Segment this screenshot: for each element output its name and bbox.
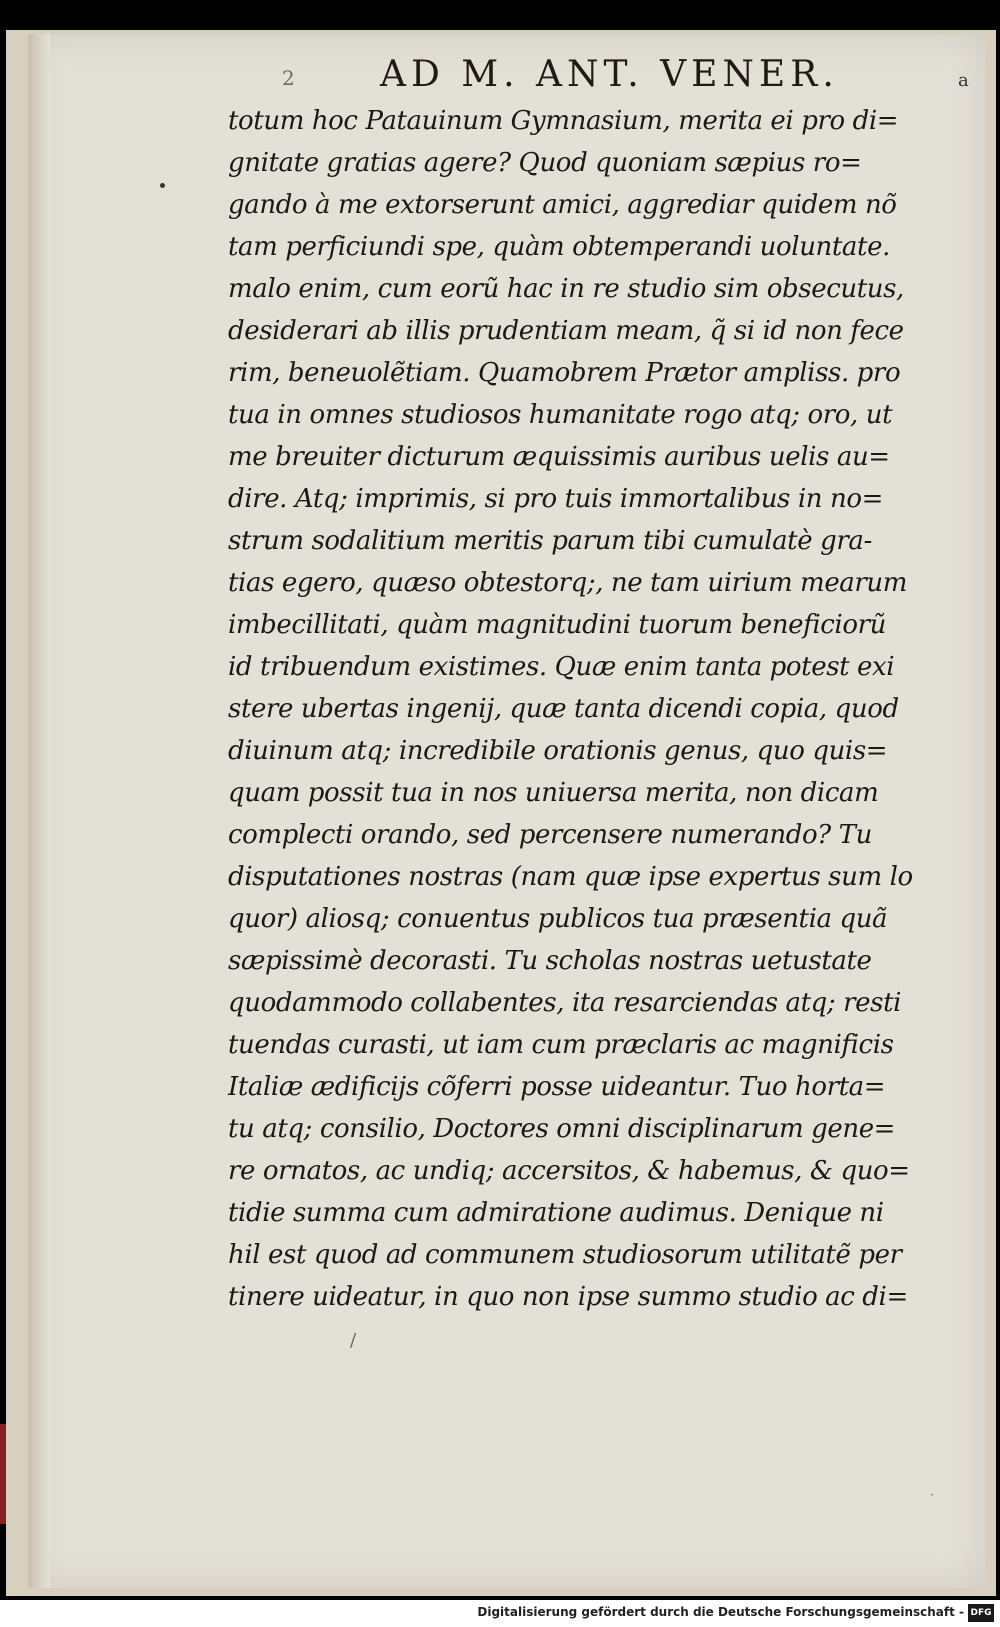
text-line: stere ubertas ingenij, quæ tanta dicendi copia, quod: [228, 694, 899, 724]
margin-dot: [160, 183, 165, 188]
text-line: rim, beneuolẽtiam. Quamobrem Prætor ampliss. pro: [228, 358, 901, 388]
text-line: totum hoc Patauinum Gymnasium, merita ei pro di=: [228, 106, 899, 136]
running-head: [270, 54, 970, 104]
text-line: disputationes nostras (nam quæ ipse expertus sum lo: [228, 862, 913, 892]
catchmark: a: [958, 70, 969, 91]
page-number: 2: [282, 66, 295, 90]
stray-mark: /: [350, 1330, 357, 1351]
dfg-logo: DFG: [968, 1604, 994, 1622]
text-line: id tribuendum existimes. Quæ enim tanta potest exi: [228, 652, 895, 682]
text-line: tias egero, quæso obtestorq;, ne tam uirium mearum: [228, 568, 908, 598]
text-line: strum sodalitium meritis parum tibi cumulatè gra-: [228, 526, 872, 556]
text-line: Italiæ ædificijs cõferri posse uideantur. Tuo horta=: [228, 1072, 886, 1102]
text-line: sæpissimè decorasti. Tu scholas nostras uetustate: [228, 946, 872, 976]
text-line: dire. Atq; imprimis, si pro tuis immortalibus in no=: [228, 484, 883, 514]
page-gutter: [28, 34, 50, 1588]
text-line: tuendas curasti, ut iam cum præclaris ac magnificis: [228, 1030, 894, 1060]
text-line: tua in omnes studiosos humanitate rogo atq; oro, ut: [228, 400, 893, 430]
text-line: tinere uideatur, in quo non ipse summo studio ac di=: [228, 1282, 908, 1312]
text-line: complecti orando, sed percensere numerando? Tu: [228, 820, 872, 850]
text-line: quam possit tua in nos uniuersa merita, non dicam: [228, 778, 879, 808]
text-line: me breuiter dicturum æquissimis auribus uelis au=: [228, 442, 890, 472]
text-line: quor) aliosq; conuentus publicos tua præsentia quã: [228, 904, 888, 934]
text-line: gnitate gratias agere? Quod quoniam sæpius ro=: [228, 148, 862, 178]
stray-mark: ·: [930, 1488, 934, 1502]
text-line: tu atq; consilio, Doctores omni disciplinarum gene=: [228, 1114, 896, 1144]
text-line: tidie summa cum admiratione audimus. Denique ni: [228, 1198, 884, 1228]
text-line: imbecillitati, quàm magnitudini tuorum beneficiorũ: [228, 610, 886, 640]
digitization-footer: [0, 1600, 1000, 1627]
text-line: tam perficiundi spe, quàm obtemperandi uoluntate.: [228, 232, 890, 262]
text-line: malo enim, cum eorũ hac in re studio sim obsecutus,: [228, 274, 904, 304]
text-line: hil est quod ad communem studiosorum utilitatẽ per: [228, 1240, 902, 1270]
text-line: re ornatos, ac undiq; accersitos, & habemus, & quo=: [228, 1156, 910, 1186]
text-line: diuinum atq; incredibile orationis genus, quo quis=: [228, 736, 888, 766]
color-calibration-strip: [0, 1424, 6, 1524]
text-line: quodammodo collabentes, ita resarciendas atq; resti: [228, 988, 902, 1018]
running-title: AD M. ANT. VENER.: [380, 54, 839, 95]
text-line: desiderari ab illis prudentiam meam, q̃ si id non fece: [228, 316, 904, 346]
text-line: gando à me extorserunt amici, aggrediar quidem nõ: [228, 190, 897, 220]
funding-credit: Digitalisierung gefördert durch die Deutsche Forschungsgemeinschaft -: [477, 1605, 964, 1619]
body-text: [228, 100, 978, 1360]
